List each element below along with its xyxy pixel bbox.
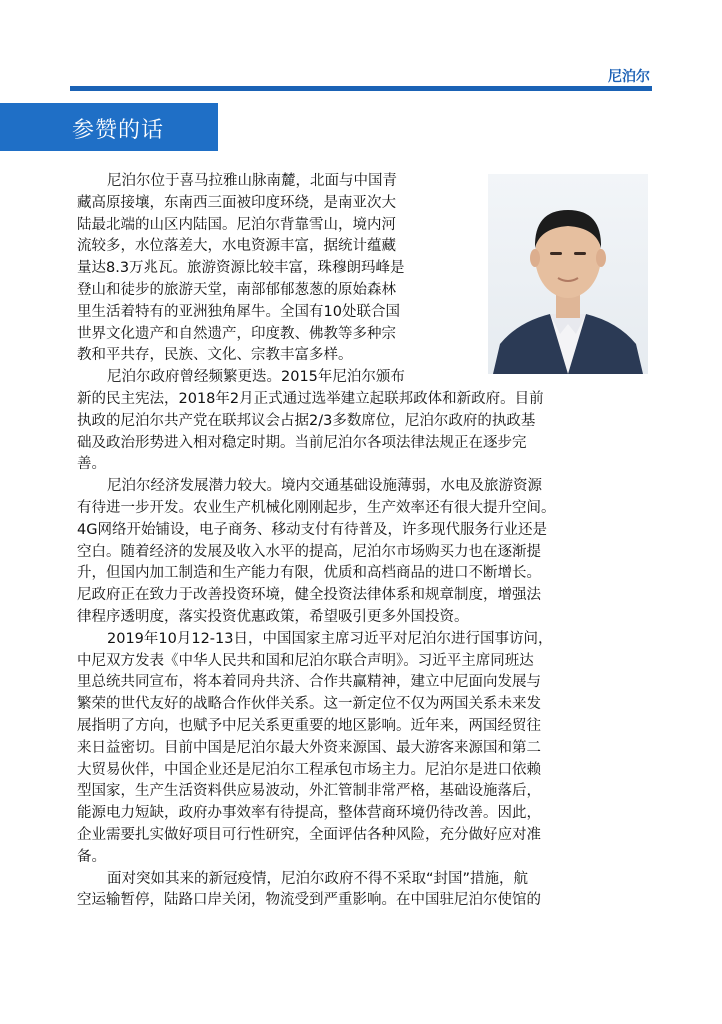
text-line: 企业需要扎实做好项目可行性研究，全面评估各种风险，充分做好应对准 (77, 826, 541, 843)
text-line: 里总统共同宣布，将本着同舟共济、合作共赢精神，建立中尼面向发展与 (77, 674, 541, 691)
text-line: 新的民主宪法，2018年2月正式通过选举建立起联邦政体和新政府。目前 (77, 390, 544, 407)
text-line: 面对突如其来的新冠疫情，尼泊尔政府不得不采取“封国”措施，航 (107, 870, 529, 887)
text-line: 教和平共存，民族、文化、宗教丰富多样。 (77, 347, 353, 364)
text-line: 世界文化遗产和自然遗产，印度教、佛教等多种宗 (77, 325, 396, 342)
text-line: 备。 (77, 848, 106, 865)
text-line: 尼泊尔政府曾经频繁更迭。2015年尼泊尔颁布 (107, 369, 405, 386)
section-title-banner (0, 103, 218, 151)
text-line: 有待进一步开发。农业生产机械化刚刚起步，生产效率还有很大提升空间。 (77, 499, 556, 516)
text-line: 尼政府正在致力于改善投资环境，健全投资法律体系和规章制度，增强法 (77, 587, 541, 604)
text-line: 升，但国内加工制造和生产能力有限，优质和高档商品的进口不断增长。 (77, 565, 541, 582)
text-line: 来日益密切。目前中国是尼泊尔最大外资来源国、最大游客来源国和第二 (77, 739, 541, 756)
text-line: 尼泊尔位于喜马拉雅山脉南麓，北面与中国青 (107, 173, 397, 189)
text-line: 流较多，水位落差大，水电资源丰富，据统计蕴藏 (77, 238, 396, 255)
header-country-label: 尼泊尔 (608, 69, 650, 85)
text-line: 登山和徒步的旅游天堂，南部郁郁葱葱的原始森林 (77, 281, 396, 298)
text-line: 执政的尼泊尔共产党在联邦议会占据2/3多数席位，尼泊尔政府的执政基 (77, 412, 536, 429)
text-line: 繁荣的世代友好的战略合作伙伴关系。这一新定位不仅为两国关系未来发 (77, 696, 541, 713)
text-line: 陆最北端的山区内陆国。尼泊尔背靠雪山，境内河 (77, 216, 396, 233)
text-line: 4G网络开始铺设，电子商务、移动支付有待普及，许多现代服务行业还是 (77, 521, 547, 538)
text-line: 里生活着特有的亚洲独角犀牛。全国有10处联合国 (77, 303, 400, 320)
text-line: 中尼双方发表《中华人民共和国和尼泊尔联合声明》。习近平主席同班达 (77, 652, 534, 669)
header-divider (70, 86, 652, 91)
text-line: 能源电力短缺，政府办事效率有待提高，整体营商环境仍待改善。因此， (77, 805, 541, 822)
text-line: 空白。随着经济的发展及收入水平的提高，尼泊尔市场购买力也在逐渐提 (77, 543, 541, 560)
text-line: 展指明了方向，也赋予中尼关系更重要的地区影响。近年来，两国经贸往 (77, 717, 541, 734)
text-line: 善。 (77, 456, 106, 473)
text-line: 藏高原接壤，东南西三面被印度环绕，是南亚次大 (77, 194, 396, 211)
intro-paragraph-block (77, 171, 653, 389)
article-body (77, 171, 653, 912)
text-line: 2019年10月12-13日，中国国家主席习近平对尼泊尔进行国事访问， (107, 630, 553, 647)
text-line: 础及政治形势进入相对稳定时期。当前尼泊尔各项法律法规正在逐步完 (77, 434, 527, 451)
text-line: 律程序透明度，落实投资优惠政策，希望吸引更多外国投资。 (77, 608, 469, 625)
text-line: 量达8.3万兆瓦。旅游资源比较丰富，珠穆朗玛峰是 (77, 260, 405, 277)
text-line: 空运输暂停，陆路口岸关闭，物流受到严重影响。在中国驻尼泊尔使馆的 (77, 892, 541, 909)
text-line: 尼泊尔经济发展潜力较大。境内交通基础设施薄弱，水电及旅游资源 (107, 478, 542, 495)
text-line: 大贸易伙伴，中国企业还是尼泊尔工程承包市场主力。尼泊尔是进口依赖 (77, 761, 541, 778)
section-title: 参赞的话 (72, 118, 165, 143)
text-line: 型国家，生产生活资料供应易波动，外汇管制非常严格，基础设施落后， (77, 783, 541, 800)
